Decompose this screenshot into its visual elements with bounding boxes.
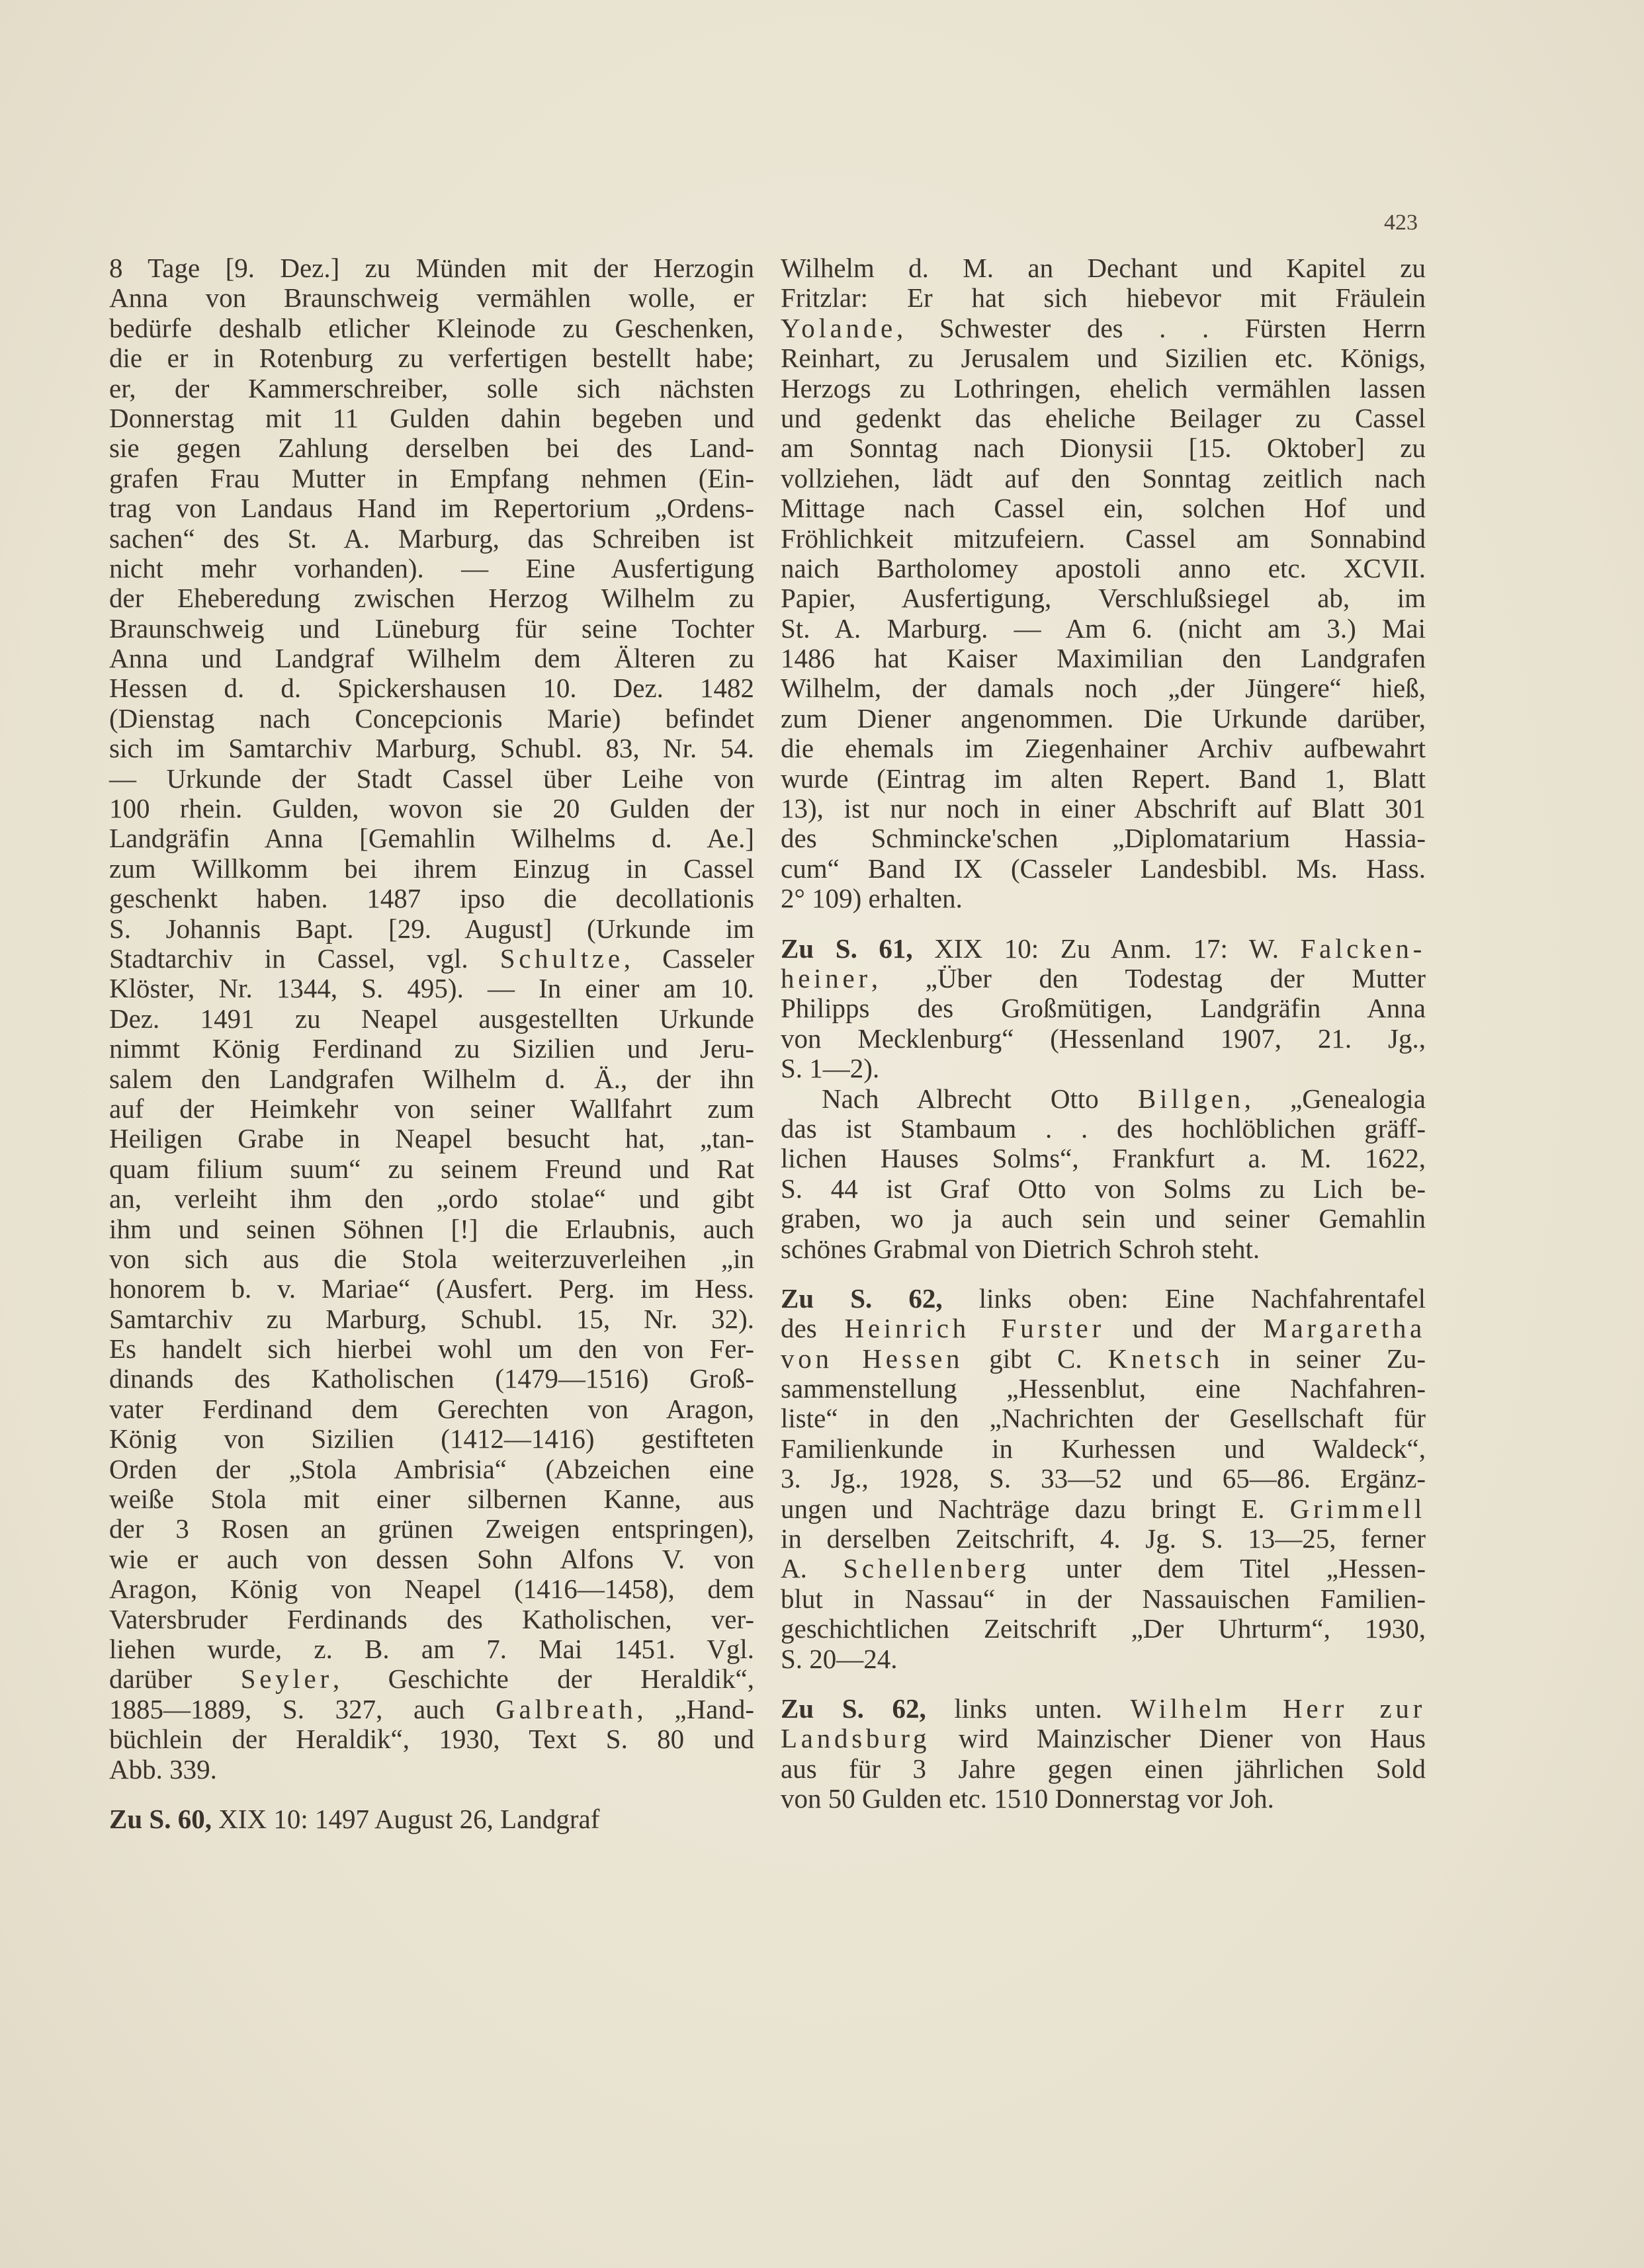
text-segment: , Schwester des . . Fürsten Herrn xyxy=(896,312,1426,343)
spaced-name: Galbreath xyxy=(496,1693,637,1724)
text-line: honorem b. v. Mariae“ (Ausfert. Perg. im Hess. xyxy=(109,1273,754,1304)
text-segment: , „Über den Todestag der Mutter xyxy=(871,962,1426,993)
text-line: liste“ in den „Nachrichten der Gesellschaft für xyxy=(781,1403,1426,1434)
text-line: bedürfe deshalb etlicher Kleinode zu Geschenken, xyxy=(109,312,754,343)
text-line xyxy=(781,934,1426,964)
text-segment: , Casseler xyxy=(623,943,754,974)
text-line: Anna und Landgraf Wilhelm dem Älteren zu xyxy=(109,643,754,674)
text-line xyxy=(781,314,1426,343)
text-line: vollziehen, lädt auf den Sonntag zeitlich nach xyxy=(781,462,1426,493)
text-line: sie gegen Zahlung derselben bei des Land- xyxy=(109,433,754,464)
text-line: S. 20—24. xyxy=(781,1643,898,1674)
text-line: büchlein der Heraldik“, 1930, Text S. 80 und xyxy=(109,1724,754,1755)
text-segment: und der xyxy=(1104,1313,1264,1344)
text-segment: 1885—1889, S. 327, auch xyxy=(109,1693,496,1724)
text-line: zum Diener angenommen. Die Urkunde darüber, xyxy=(781,702,1426,734)
text-line: — Urkunde der Stadt Cassel über Leihe von xyxy=(109,763,754,794)
text-line: Heiligen Grabe in Neapel besucht hat, „tan- xyxy=(109,1123,754,1154)
text-line: Donnerstag mit 11 Gulden dahin begeben und xyxy=(109,402,754,433)
text-line xyxy=(109,944,754,974)
text-line: am Sonntag nach Dionysii [15. Oktober] zu xyxy=(781,433,1426,464)
text-line: Landgräfin Anna [Gemahlin Wilhelms d. Ae.] xyxy=(109,823,754,854)
text-line: zum Willkomm bei ihrem Einzug in Cassel xyxy=(109,853,754,884)
text-line: salem den Landgrafen Wilhelm d. Ä., der ihn xyxy=(109,1063,754,1094)
spaced-name: Grimmell xyxy=(1289,1493,1426,1524)
text-line: er, der Kammerschreiber, solle sich nächsten xyxy=(109,372,754,403)
text-line: nimmt König Ferdinand zu Sizilien und Jeru- xyxy=(109,1033,754,1064)
text-line: Vatersbruder Ferdinands des Katholischen, ver- xyxy=(109,1603,754,1634)
text-line: sich im Samtarchiv Marburg, Schubl. 83, Nr. 54. xyxy=(109,733,754,764)
text-segment: wird Mainzischer Diener von Haus xyxy=(930,1723,1426,1754)
text-line: S. 1—2). xyxy=(781,1053,880,1084)
text-line xyxy=(781,1084,1426,1114)
text-line: Orden der „Stola Ambrisia“ (Abzeichen eine xyxy=(109,1453,754,1484)
paragraph xyxy=(781,253,1426,914)
text-segment: des xyxy=(781,1313,845,1344)
text-line: geschenkt haben. 1487 ipso die decollationis xyxy=(109,883,754,914)
text-line: in derselben Zeitschrift, 4. Jg. S. 13—25, ferner xyxy=(781,1523,1426,1554)
paragraph xyxy=(781,934,1426,1084)
text-segment: ungen und Nachträge dazu bringt E. xyxy=(781,1493,1290,1524)
text-line: liehen wurde, z. B. am 7. Mai 1451. Vgl. xyxy=(109,1633,754,1664)
paragraph xyxy=(781,1284,1426,1674)
text-line: grafen Frau Mutter in Empfang nehmen (Ein- xyxy=(109,462,754,493)
spaced-name: Knetsch xyxy=(1107,1343,1224,1374)
text-line: 100 rhein. Gulden, wovon sie 20 Gulden der xyxy=(109,793,754,824)
text-line: 3. Jg., 1928, S. 33—52 und 65—86. Ergänz- xyxy=(781,1463,1426,1494)
text-segment: links oben: Eine Nachfahrentafel xyxy=(942,1282,1426,1314)
text-line: graben, wo ja auch sein und seiner Gemahlin xyxy=(781,1203,1426,1234)
spaced-name: Margaretha xyxy=(1263,1313,1426,1344)
text-line: der Eheberedung zwischen Herzog Wilhelm zu xyxy=(109,583,754,614)
text-line: von Mecklenburg“ (Hessenland 1907, 21. Jg., xyxy=(781,1023,1426,1054)
spaced-name: Schultze xyxy=(499,943,624,974)
text-segment: , „Genealogia xyxy=(1244,1083,1426,1114)
text-line: cum“ Band IX (Casseler Landesbibl. Ms. Hass. xyxy=(781,853,1426,884)
text-line: wurde (Eintrag im alten Repert. Band 1, Blatt xyxy=(781,763,1426,794)
text-line xyxy=(781,1494,1426,1524)
text-line: trag von Landaus Hand im Repertorium „Ordens- xyxy=(109,493,754,524)
text-line: Klöster, Nr. 1344, S. 495). — In einer am 10. xyxy=(109,973,754,1004)
text-line: der 3 Rosen an grünen Zweigen entspringen), xyxy=(109,1513,754,1544)
text-line: nicht mehr vorhanden). — Eine Ausfertigung xyxy=(109,552,754,583)
spaced-name: heiner xyxy=(781,962,871,993)
section-reference: Zu S. 62, xyxy=(781,1693,926,1724)
text-line xyxy=(109,1695,754,1724)
text-line: S. 44 ist Graf Otto von Solms zu Lich be- xyxy=(781,1173,1426,1204)
spaced-name: Falcken- xyxy=(1300,933,1426,964)
page-number: 423 xyxy=(1384,210,1418,235)
text-line: auf der Heimkehr von seiner Wallfahrt zum xyxy=(109,1093,754,1124)
text-column-left xyxy=(109,253,754,1834)
text-line: vater Ferdinand dem Gerechten von Aragon, xyxy=(109,1393,754,1424)
text-line: 2° 109) erhalten. xyxy=(781,883,963,914)
text-line: Braunschweig und Lüneburg für seine Tochter xyxy=(109,612,754,644)
text-segment: gibt C. xyxy=(963,1343,1108,1374)
text-line: Philipps des Großmütigen, Landgräfin Anna xyxy=(781,993,1426,1024)
text-line xyxy=(781,1554,1426,1583)
text-segment: Nach Albrecht Otto xyxy=(822,1083,1138,1114)
text-line xyxy=(781,1724,1426,1753)
text-line: ihm und seinen Söhnen [!] die Erlaubnis, auch xyxy=(109,1213,754,1244)
text-line: Papier, Ausfertigung, Verschlußsiegel ab, im xyxy=(781,583,1426,614)
text-line: König von Sizilien (1412—1416) gestifteten xyxy=(109,1423,754,1454)
text-line xyxy=(781,1694,1426,1724)
text-line: die ehemals im Ziegenhainer Archiv aufbewahrt xyxy=(781,733,1426,764)
text-line: Wilhelm d. M. an Dechant und Kapitel zu xyxy=(781,253,1426,283)
text-segment: links unten. xyxy=(926,1693,1131,1724)
text-line: an, verleiht ihm den „ordo stolae“ und gibt xyxy=(109,1183,754,1214)
text-line xyxy=(109,1804,754,1834)
text-line: des Schmincke'schen „Diplomatarium Hassia- xyxy=(781,823,1426,854)
text-line: die er in Rotenburg zu verfertigen bestellt habe; xyxy=(109,343,754,374)
text-line: sachen“ des St. A. Marburg, das Schreiben ist xyxy=(109,523,754,554)
text-line: S. Johannis Bapt. [29. August] (Urkunde im xyxy=(109,913,754,944)
text-line: Dez. 1491 zu Neapel ausgestellten Urkunde xyxy=(109,1003,754,1034)
paragraph xyxy=(781,1084,1426,1264)
text-segment: , „Hand- xyxy=(636,1693,754,1724)
text-line: naich Bartholomey apostoli anno etc. XCVII. xyxy=(781,552,1426,583)
text-line xyxy=(781,1344,1426,1374)
text-segment: XIX 10: 1497 August 26, Landgraf xyxy=(211,1803,600,1834)
paragraph xyxy=(109,253,754,1785)
text-line: Familienkunde in Kurhessen und Waldeck“, xyxy=(781,1433,1426,1464)
text-line: von 50 Gulden etc. 1510 Donnerstag vor Joh. xyxy=(781,1783,1274,1814)
text-line: 13), ist nur noch in einer Abschrift auf Blatt 301 xyxy=(781,793,1426,824)
text-line: sammenstellung „Hessenblut, eine Nachfahren- xyxy=(781,1373,1426,1404)
section-reference: Zu S. 61, xyxy=(781,933,913,964)
text-line: quam filium suum“ zu seinem Freund und Rat xyxy=(109,1153,754,1184)
spaced-name: Wilhelm Herr zur xyxy=(1130,1693,1426,1724)
text-segment: XIX 10: Zu Anm. 17: W. xyxy=(912,933,1301,964)
spaced-name: Heinrich Furster xyxy=(844,1313,1105,1344)
text-line: 8 Tage [9. Dez.] zu Münden mit der Herzogin xyxy=(109,253,754,283)
text-line: Wilhelm, der damals noch „der Jüngere“ hieß, xyxy=(781,673,1426,704)
text-line: das ist Stambaum . . des hochlöblichen gräff- xyxy=(781,1113,1426,1144)
text-line: Mittage nach Cassel ein, solchen Hof und xyxy=(781,493,1426,524)
spaced-name: Yolande xyxy=(781,312,896,343)
text-line: Herzogs zu Lothringen, ehelich vermählen lassen xyxy=(781,372,1426,403)
text-line: schönes Grabmal von Dietrich Schroh steht. xyxy=(781,1233,1260,1264)
text-segment: A. xyxy=(781,1553,844,1584)
text-line: (Dienstag nach Concepcionis Marie) befindet xyxy=(109,702,754,734)
text-line: Fritzlar: Er hat sich hiebevor mit Fräulein xyxy=(781,282,1426,314)
text-line: wie er auch von dessen Sohn Alfons V. von xyxy=(109,1543,754,1574)
text-line: Hessen d. d. Spickershausen 10. Dez. 1482 xyxy=(109,673,754,704)
text-line: von sich aus die Stola weiterzuverleihen „in xyxy=(109,1243,754,1274)
text-line: und gedenkt das eheliche Beilager zu Cassel xyxy=(781,402,1426,433)
text-line: aus für 3 Jahre gegen einen jährlichen Sold xyxy=(781,1753,1426,1784)
spaced-name: Schellenberg xyxy=(843,1553,1030,1584)
text-segment: darüber xyxy=(109,1663,241,1695)
text-line: Abb. 339. xyxy=(109,1753,217,1785)
text-segment: Stadtarchiv in Cassel, vgl. xyxy=(109,943,500,974)
text-line: dinands des Katholischen (1479—1516) Groß- xyxy=(109,1363,754,1394)
text-line: Anna von Braunschweig vermählen wolle, er xyxy=(109,282,754,314)
text-line xyxy=(781,1314,1426,1343)
text-line: blut in Nassau“ in der Nassauischen Familien- xyxy=(781,1583,1426,1614)
text-line xyxy=(109,1664,754,1694)
section-reference: Zu S. 62, xyxy=(781,1282,943,1314)
text-line: Es handelt sich hierbei wohl um den von Fer- xyxy=(109,1333,754,1365)
section-reference: Zu S. 60, xyxy=(109,1803,212,1834)
text-line xyxy=(781,1284,1426,1314)
text-line: weiße Stola mit einer silbernen Kanne, aus xyxy=(109,1484,754,1515)
text-segment: unter dem Titel „Hessen- xyxy=(1029,1553,1426,1584)
text-line xyxy=(781,964,1426,993)
spaced-name: von Hessen xyxy=(781,1343,964,1374)
paragraph xyxy=(109,1804,754,1834)
paragraph xyxy=(781,1694,1426,1814)
text-segment: , Geschichte der Heraldik“, xyxy=(332,1663,754,1695)
text-line: Samtarchiv zu Marburg, Schubl. 15, Nr. 32). xyxy=(109,1303,754,1334)
text-segment: in seiner Zu- xyxy=(1223,1343,1426,1374)
spaced-name: Landsburg xyxy=(781,1723,931,1754)
text-line: 1486 hat Kaiser Maximilian den Landgrafen xyxy=(781,643,1426,674)
text-line: Fröhlichkeit mitzufeiern. Cassel am Sonnabind xyxy=(781,523,1426,554)
text-column-right xyxy=(781,253,1426,1814)
text-line: St. A. Marburg. — Am 6. (nicht am 3.) Mai xyxy=(781,612,1426,644)
text-line: lichen Hauses Solms“, Frankfurt a. M. 1622, xyxy=(781,1143,1426,1174)
text-line: Aragon, König von Neapel (1416—1458), dem xyxy=(109,1574,754,1605)
spaced-name: Seyler xyxy=(240,1663,333,1695)
spaced-name: Billgen xyxy=(1137,1083,1244,1114)
text-line: Reinhart, zu Jerusalem und Sizilien etc. Königs, xyxy=(781,343,1426,374)
text-line: geschichtlichen Zeitschrift „Der Uhrturm“, 1930, xyxy=(781,1613,1426,1644)
